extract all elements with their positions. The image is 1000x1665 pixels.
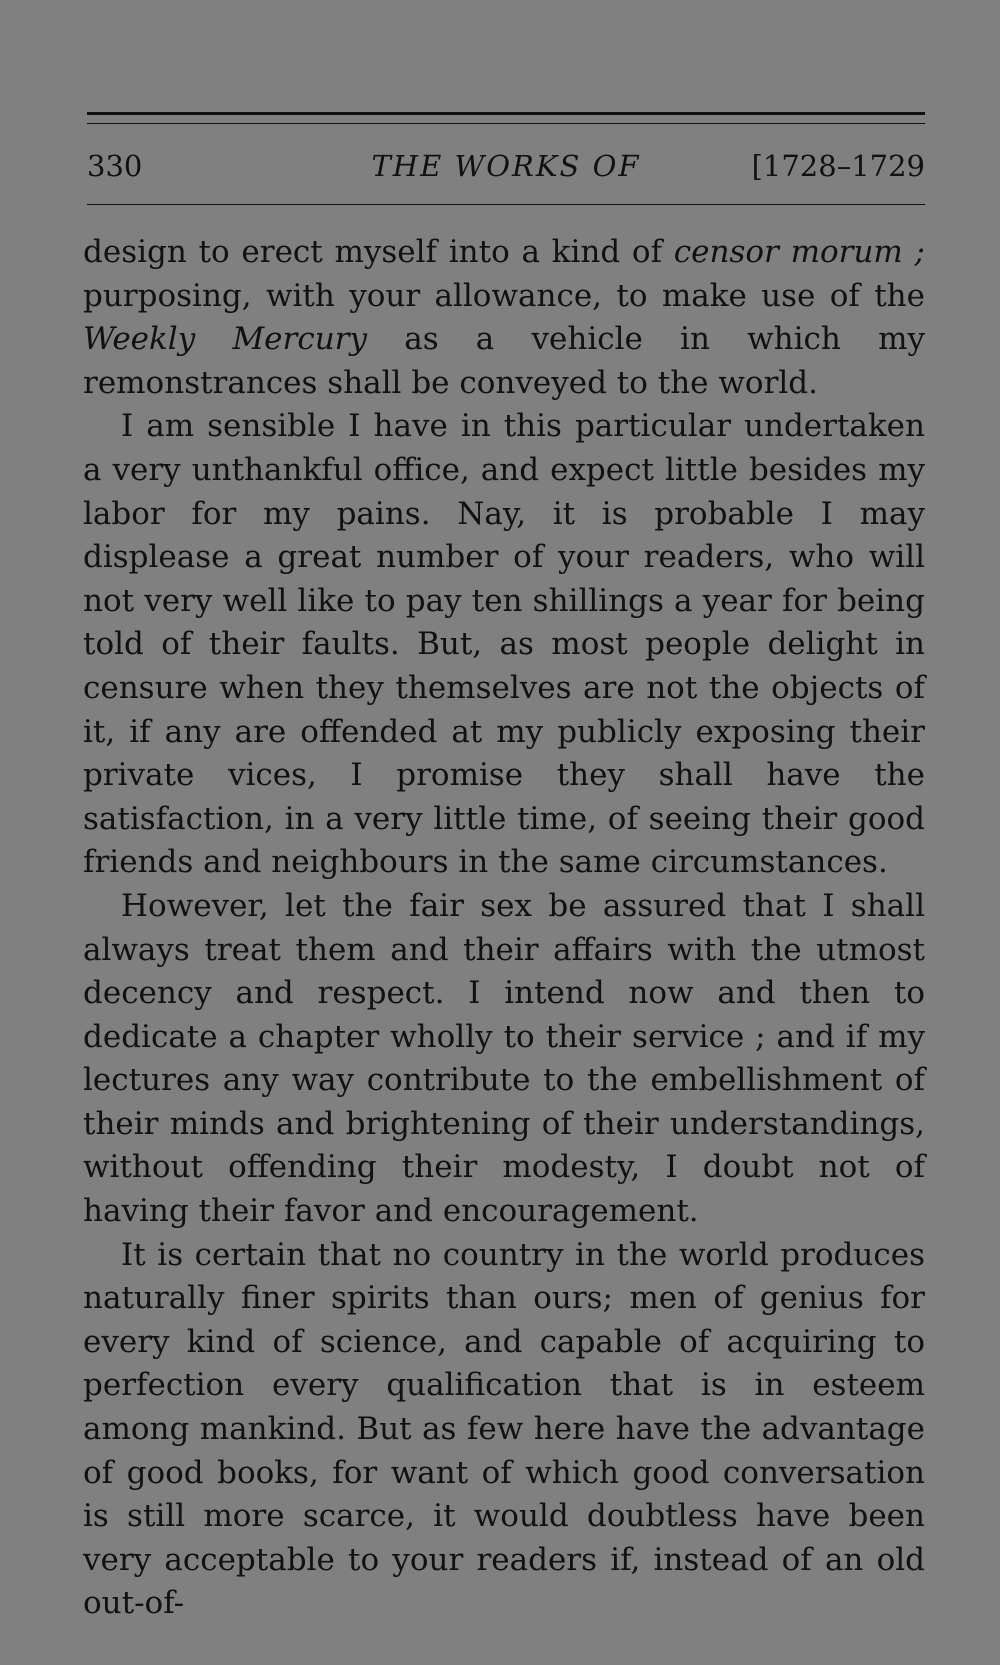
- italic-phrase-weekly-mercury: Weekly Mercury: [83, 321, 368, 358]
- paragraph-1: design to erect myself into a kind of censor morum ; purposing, with your allowance, to make use of the Weekly Mercury as a vehicle in which my remonstrances shall be conveyed to the world.: [83, 234, 925, 401]
- header-rule-bottom: [87, 204, 925, 205]
- paragraph-4: It is certain that no country in the world produces naturally finer spirits than ours; men of genius for every kind of science, and capable of acquiring to perfection every qualification that is in esteem among mankind. But as few here have the advantage of good books, for want of which good conversation is still more scarce, it would doubtless have been very acceptable to your readers if, instead of an old out-of-: [83, 1236, 925, 1622]
- italic-phrase-censor-morum: censor morum ;: [673, 234, 925, 270]
- paragraph-2: I am sensible I have in this particular undertaken a very unthankful office, and expect little besides my labor for my pains. Nay, it is probable I may displease a great number of your readers, who will not very well like to pay ten shillings a year for being told of their faults. But, as most people delight in censure when they themselves are not the objects of it, if any are offended at my publicly exposing their private vices, I promise they shall have the satisfaction, in a very little time, of seeing their good friends and neighbours in the same circumstances.: [83, 408, 925, 881]
- header-rule-thin: [87, 123, 925, 124]
- header-rule-thick: [87, 112, 925, 115]
- paragraph-3: However, let the fair sex be assured that I shall always treat them and their affairs with the utmost decency and respect. I intend now and then to dedicate a chapter wholly to their service ; and if my lectures any way contribute to the embellishment of their minds and brightening of their understandings, without offending their modesty, I doubt not of having their favor and encouragement.: [83, 887, 925, 1230]
- page-header: [87, 146, 925, 186]
- page-number: 330: [87, 149, 143, 183]
- body-text: [83, 231, 925, 1626]
- date-range: [1728–1729: [751, 149, 925, 183]
- running-head: THE WORKS OF: [371, 149, 641, 183]
